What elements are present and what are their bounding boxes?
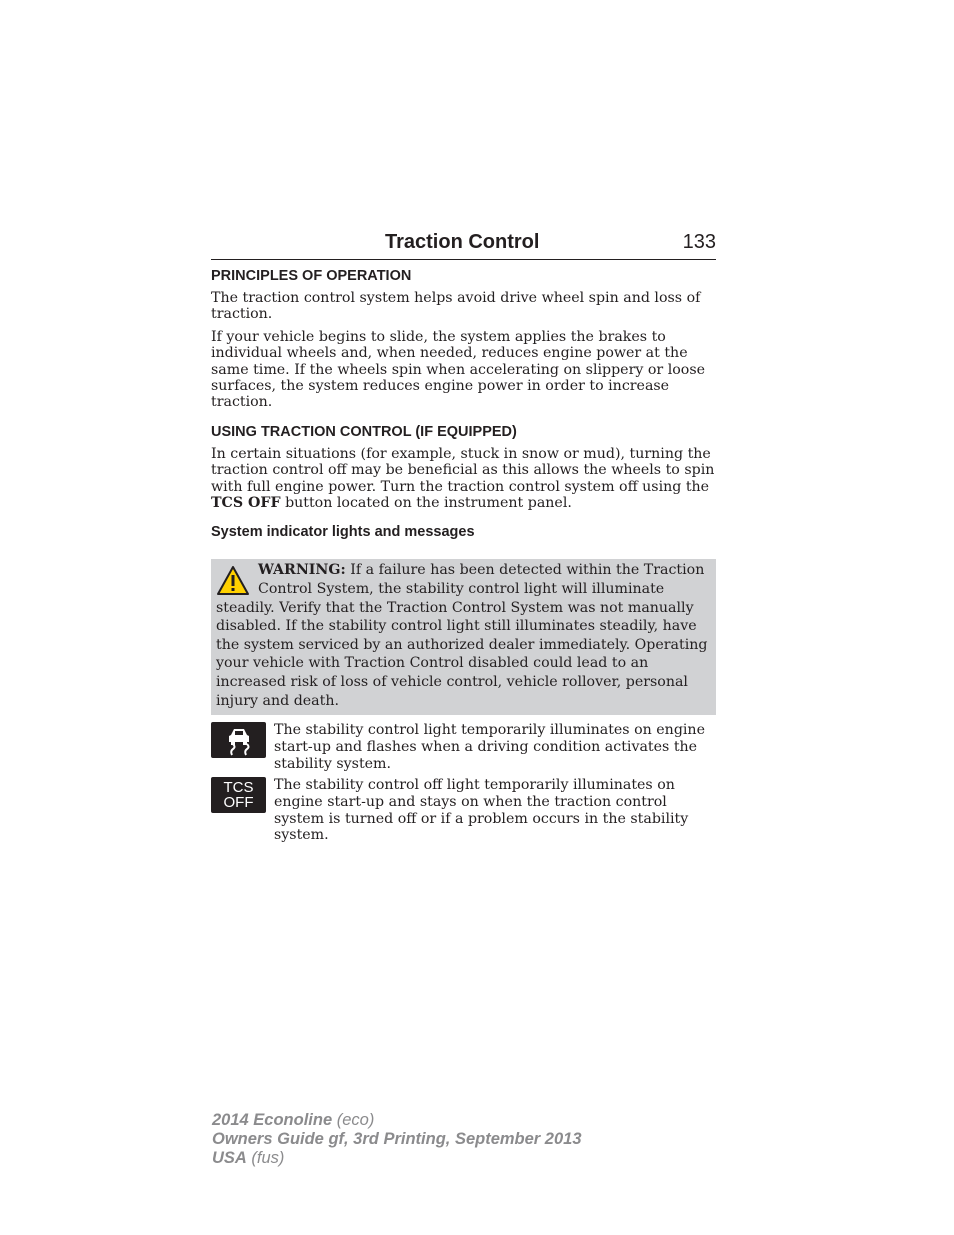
footer-model: 2014 Econoline [212, 1111, 333, 1129]
footer-model-code: (eco) [332, 1111, 375, 1129]
page-title: Traction Control [385, 231, 540, 253]
main-content [211, 266, 716, 844]
indicator-row [211, 777, 716, 844]
using-heading: USING TRACTION CONTROL (IF EQUIPPED) [211, 423, 517, 440]
tcs-off-icon-line1: TCS [223, 779, 254, 797]
warning-label: WARNING: [258, 562, 346, 579]
warning-triangle-icon [216, 565, 250, 597]
using-paragraph [211, 446, 716, 512]
tcs-off-description: The stability control off light temporarily illuminates on engine start-up and stays on when the traction control system is turned off or if a problem occurs in the stability system. [274, 777, 689, 844]
principles-heading: PRINCIPLES OF OPERATION [211, 268, 412, 284]
footer-line-1 [212, 1111, 582, 1130]
tcs-off-bold: TCS OFF [211, 495, 281, 512]
principles-paragraph-2: If your vehicle begins to slide, the system applies the brakes to individual wheels and, when needed, reduces engine power at the same time. If the wheels spin when accelerating on slippery or loose surfaces, the system reduces engine power in order to increase traction. [211, 328, 706, 411]
indicator-row [211, 722, 716, 772]
indicators-heading: System indicator lights and messages [211, 524, 475, 541]
principles-paragraph-1: The traction control system helps avoid drive wheel spin and loss of traction. [211, 290, 701, 323]
stability-control-icon [211, 722, 266, 758]
page-header [211, 229, 716, 260]
tcs-off-icon [211, 777, 266, 813]
footer-line-2: Owners Guide gf, 3rd Printing, September 2013 [212, 1130, 582, 1148]
footer-line-3 [212, 1149, 582, 1168]
using-text-before: In certain situations (for example, stuck in snow or mud), turning the traction control off may be beneficial as this allows the wheels to spin with full engine power. Turn the traction control system off using the [211, 445, 715, 495]
using-text-after: button located on the instrument panel. [285, 495, 572, 512]
page-number: 133 [682, 231, 716, 253]
warning-text: If a failure has been detected within the Traction Control System, the stability control light will illuminate steadily. Verify that the Traction Control System was not manually disabled. If the stability control light still illuminates steadily, have the system serviced by an authorized dealer immediately. Operating your vehicle with Traction Control disabled could lead to an increased risk of loss of vehicle control, vehicle rollover, personal injury and death. [216, 562, 708, 709]
footer-market-code: (fus) [246, 1149, 285, 1167]
footer-market: USA [212, 1149, 247, 1167]
warning-box [211, 559, 716, 715]
page-footer [212, 1111, 582, 1168]
tcs-off-icon-line2: OFF [223, 794, 254, 812]
stability-control-description: The stability control light temporarily illuminates on engine start-up and flashes when a driving condition activates the stability system. [274, 722, 705, 772]
